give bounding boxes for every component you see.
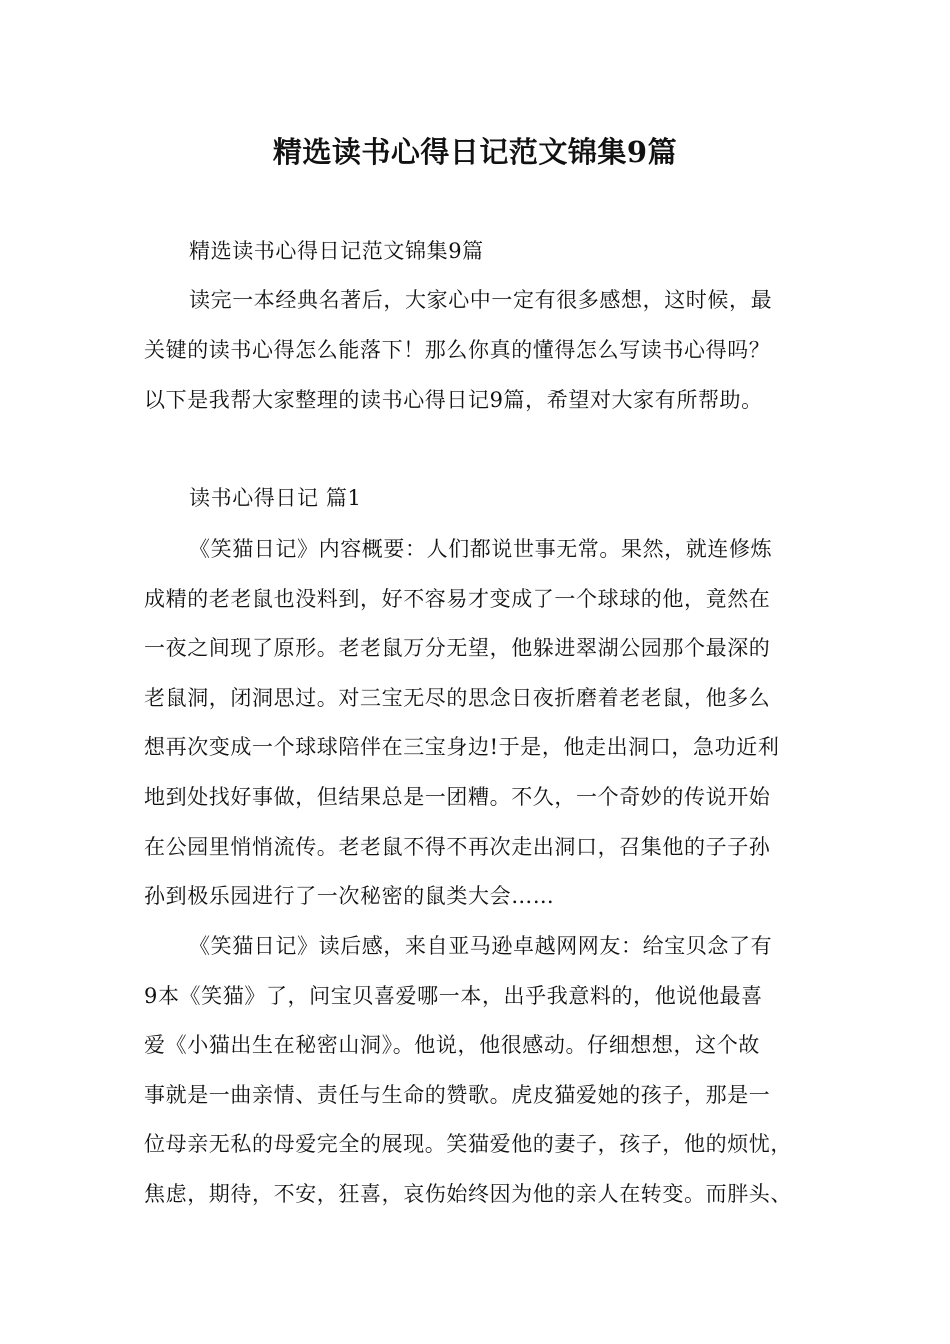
paragraph1-line: 地到处找好事做，但结果总是一团糟。不久，一个奇妙的传说开始 xyxy=(144,785,771,809)
paragraph2-line: 焦虑，期待，不安，狂喜，哀伤始终因为他的亲人在转变。而胖头、 xyxy=(144,1182,792,1206)
paragraph2-line: 位母亲无私的母爱完全的展现。笑猫爱他的妻子，孩子，他的烦忧， xyxy=(144,1132,792,1156)
paragraph1-line: 在公园里悄悄流传。老老鼠不得不再次走出洞口，召集他的子子孙 xyxy=(144,835,771,859)
paragraph1-line: 想再次变成一个球球陪伴在三宝身边!于是，他走出洞口，急功近利 xyxy=(144,735,780,759)
section-heading: 读书心得日记 篇1 xyxy=(189,486,362,510)
intro-line: 以下是我帮大家整理的读书心得日记9篇，希望对大家有所帮助。 xyxy=(144,388,763,412)
intro-line: 读完一本经典名著后，大家心中一定有很多感想，这时候，最 xyxy=(189,288,773,312)
document-title: 精选读书心得日记范文锦集9篇 xyxy=(272,135,678,169)
paragraph2-line: 《笑猫日记》读后感，来自亚马逊卓越网网友：给宝贝念了有 xyxy=(189,934,773,958)
paragraph1-line: 一夜之间现了原形。老老鼠万分无望，他躲进翠湖公园那个最深的 xyxy=(144,636,771,660)
intro-line: 关键的读书心得怎么能落下！那么你真的懂得怎么写读书心得吗？ xyxy=(144,338,771,362)
paragraph1-line: 孙到极乐园进行了一次秘密的鼠类大会…… xyxy=(144,884,555,908)
document-subtitle: 精选读书心得日记范文锦集9篇 xyxy=(189,239,484,263)
paragraph2-line: 爱《小猫出生在秘密山洞》。他说，他很感动。仔细想想，这个故 xyxy=(144,1033,760,1057)
paragraph2-line: 9本《笑猫》了，问宝贝喜爱哪一本，出乎我意料的，他说他最喜 xyxy=(144,984,763,1008)
paragraph1-line: 《笑猫日记》内容概要：人们都说世事无常。果然，就连修炼 xyxy=(189,537,773,561)
paragraph1-line: 成精的老老鼠也没料到，好不容易才变成了一个球球的他，竟然在 xyxy=(144,587,771,611)
paragraph1-line: 老鼠洞，闭洞思过。对三宝无尽的思念日夜折磨着老老鼠，他多么 xyxy=(144,686,771,710)
paragraph2-line: 事就是一曲亲情、责任与生命的赞歌。虎皮猫爱她的孩子，那是一 xyxy=(144,1083,771,1107)
